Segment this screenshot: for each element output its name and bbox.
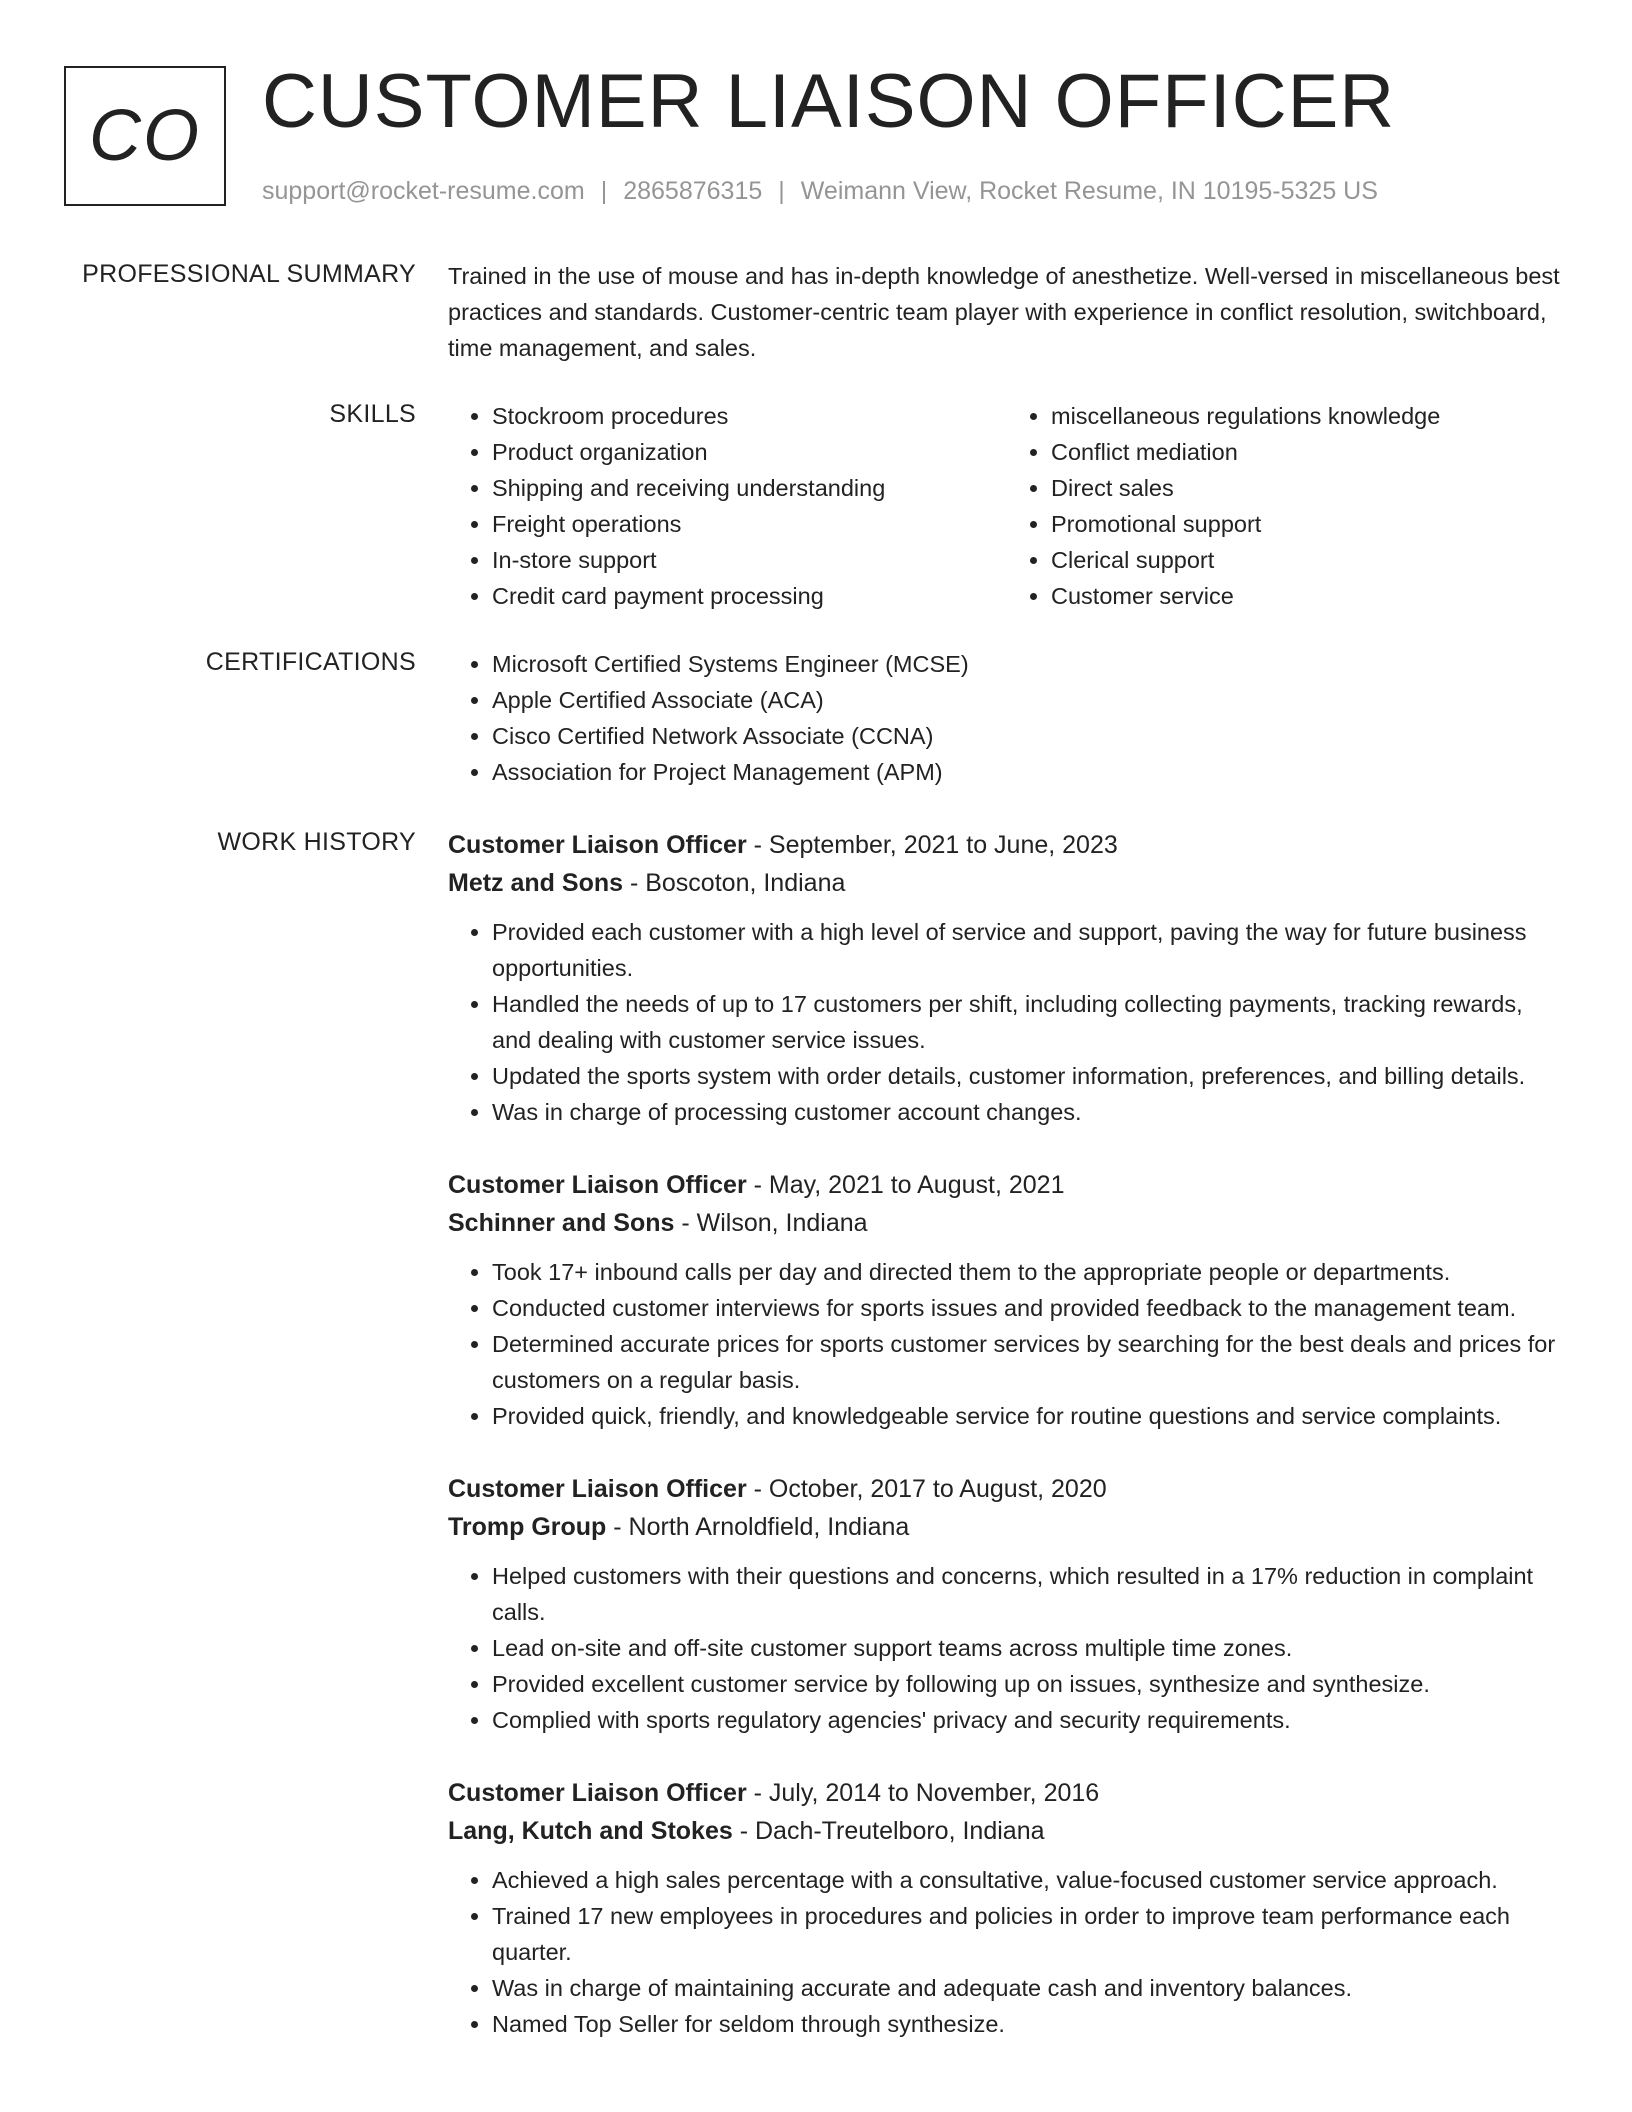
skill-item: • Shipping and receiving understanding <box>492 470 1007 506</box>
certifications-heading: CERTIFICATIONS <box>205 648 416 676</box>
skill-item: • Product organization <box>492 434 1007 470</box>
job-dates: - September, 2021 to June, 2023 <box>746 831 1118 859</box>
job-bullets <box>448 1558 1566 1738</box>
skill-item: • Promotional support <box>1051 506 1566 542</box>
job-bullet: • Was in charge of maintaining accurate and adequate cash and inventory balances. <box>492 1970 1566 2006</box>
job-dates: - October, 2017 to August, 2020 <box>746 1475 1107 1503</box>
job-bullet: • Achieved a high sales percentage with a consultative, value-focused customer service approach. <box>492 1862 1566 1898</box>
job-bullet: • Helped customers with their questions and concerns, which resulted in a 17% reduction in complaint calls. <box>492 1558 1566 1630</box>
job-entry <box>448 1470 1566 1738</box>
contact-phone: 2865876315 <box>623 177 763 205</box>
certification-item: • Microsoft Certified Systems Engineer (MCSE) <box>492 646 1566 682</box>
contact-address: Weimann View, Rocket Resume, IN 10195-5325 US <box>800 177 1378 205</box>
job-list <box>448 826 1566 2078</box>
job-bullet: • Provided quick, friendly, and knowledgeable service for routine questions and service complaints. <box>492 1398 1566 1434</box>
job-bullets <box>448 1254 1566 1434</box>
certification-item: • Association for Project Management (APM) <box>492 754 1566 790</box>
certifications-list <box>448 646 1566 790</box>
job-bullet: • Was in charge of processing customer account changes. <box>492 1094 1566 1130</box>
summary-text: Trained in the use of mouse and has in-depth knowledge of anesthetize. Well-versed in miscellaneous best practices and standards. Customer-centric team player with experience in conflict resolution, switchboard, time management, and sales. <box>448 263 1560 361</box>
certification-item: • Cisco Certified Network Associate (CCNA) <box>492 718 1566 754</box>
skill-item: • Direct sales <box>1051 470 1566 506</box>
skills-heading: SKILLS <box>329 400 416 428</box>
contact-line <box>262 176 1378 206</box>
certification-item: • Apple Certified Associate (ACA) <box>492 682 1566 718</box>
monogram: CO <box>64 66 226 206</box>
job-company-line <box>448 1508 1566 1546</box>
skills-list-right <box>1007 398 1566 614</box>
skill-item: • Freight operations <box>492 506 1007 542</box>
job-bullet: • Updated the sports system with order details, customer information, preferences, and billing details. <box>492 1058 1566 1094</box>
resume-title: CUSTOMER LIAISON OFFICER <box>262 59 1396 144</box>
skill-item: • Conflict mediation <box>1051 434 1566 470</box>
job-bullet: • Complied with sports regulatory agencies' privacy and security requirements. <box>492 1702 1566 1738</box>
job-bullet: • Took 17+ inbound calls per day and directed them to the appropriate people or departments. <box>492 1254 1566 1290</box>
job-entry <box>448 826 1566 1130</box>
job-bullet: • Lead on-site and off-site customer support teams across multiple time zones. <box>492 1630 1566 1666</box>
job-bullet: • Trained 17 new employees in procedures and policies in order to improve team performance each quarter. <box>492 1898 1566 1970</box>
contact-separator: | <box>778 177 785 205</box>
job-company-line <box>448 1204 1566 1242</box>
job-company: Lang, Kutch and Stokes <box>448 1817 733 1845</box>
job-company: Tromp Group <box>448 1513 607 1541</box>
job-entry <box>448 1774 1566 2042</box>
job-bullet: • Provided excellent customer service by following up on issues, synthesize and synthesize. <box>492 1666 1566 1702</box>
job-bullet: • Conducted customer interviews for sports issues and provided feedback to the management team. <box>492 1290 1566 1326</box>
job-title-line <box>448 826 1566 864</box>
skill-item: • Clerical support <box>1051 542 1566 578</box>
job-company: Metz and Sons <box>448 869 624 897</box>
job-title: Customer Liaison Officer <box>448 831 747 859</box>
job-company-line <box>448 1812 1566 1850</box>
contact-email: support@rocket-resume.com <box>262 177 585 205</box>
contact-separator: | <box>600 177 608 205</box>
skill-item: • Credit card payment processing <box>492 578 1007 614</box>
job-bullets <box>448 914 1566 1130</box>
job-bullet: • Handled the needs of up to 17 customers per shift, including collecting payments, tracking rewards, and dealing with customer service issues. <box>492 986 1566 1058</box>
skill-item: • Customer service <box>1051 578 1566 614</box>
job-dates: - May, 2021 to August, 2021 <box>746 1171 1065 1199</box>
work-history-heading: WORK HISTORY <box>217 828 416 856</box>
job-location: - North Arnoldfield, Indiana <box>606 1513 910 1541</box>
skill-item: • Stockroom procedures <box>492 398 1007 434</box>
skill-item: • In-store support <box>492 542 1007 578</box>
job-entry <box>448 1166 1566 1434</box>
skills-list-left <box>448 398 1007 614</box>
job-company-line <box>448 864 1566 902</box>
job-location: - Dach-Treutelboro, Indiana <box>732 1817 1045 1845</box>
job-title: Customer Liaison Officer <box>448 1779 747 1807</box>
job-title: Customer Liaison Officer <box>448 1475 747 1503</box>
job-title-line <box>448 1774 1566 1812</box>
skill-item: • miscellaneous regulations knowledge <box>1051 398 1566 434</box>
job-dates: - July, 2014 to November, 2016 <box>746 1779 1100 1807</box>
job-bullets <box>448 1862 1566 2042</box>
job-bullet: • Provided each customer with a high level of service and support, paving the way for future business opportunities. <box>492 914 1566 986</box>
job-bullet: • Determined accurate prices for sports customer services by searching for the best deals and prices for customers on a regular basis. <box>492 1326 1566 1398</box>
job-company: Schinner and Sons <box>448 1209 675 1237</box>
job-title-line <box>448 1470 1566 1508</box>
job-title: Customer Liaison Officer <box>448 1171 747 1199</box>
job-title-line <box>448 1166 1566 1204</box>
job-bullet: • Named Top Seller for seldom through synthesize. <box>492 2006 1566 2042</box>
summary-heading: PROFESSIONAL SUMMARY <box>82 260 416 288</box>
job-location: - Boscoton, Indiana <box>623 869 846 897</box>
job-location: - Wilson, Indiana <box>674 1209 868 1237</box>
